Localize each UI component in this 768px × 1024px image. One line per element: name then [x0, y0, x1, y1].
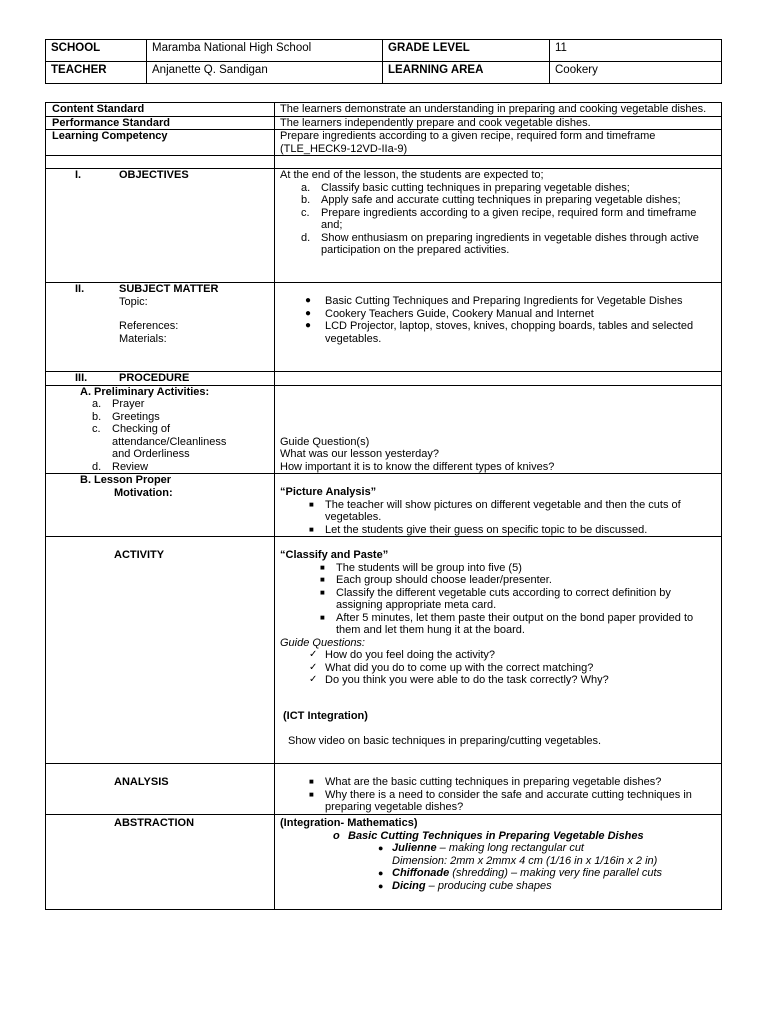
abstraction-title-line	[280, 830, 717, 843]
subject-matter-label: SUBJECT MATTER	[119, 283, 219, 295]
activity-row	[46, 537, 722, 764]
guide-questions-label: Guide Questions:	[280, 636, 365, 649]
ict-integration-text: Show video on basic techniques in preparing/cutting vegetables.	[288, 735, 602, 747]
abstraction-title: Basic Cutting Techniques in Preparing Vegetable Dishes	[348, 829, 644, 842]
performance-standard-label: Performance Standard	[46, 116, 275, 130]
competency-code: (TLE_HECK9-12VD-IIa-9)	[280, 142, 408, 155]
analysis-content	[275, 764, 722, 815]
content-standard-row	[46, 103, 722, 117]
guide-question-1: What was our lesson yesterday?	[280, 448, 439, 460]
guide-question-title: Guide Question(s)	[280, 435, 370, 448]
preliminary-item: c. Checking of attendance/Cleanliness and Orderliness	[92, 423, 227, 460]
preliminary-item: b. Greetings	[92, 410, 160, 423]
objectives-label: OBJECTIVES	[119, 169, 189, 181]
analysis-list	[301, 776, 717, 814]
guide-question-cell	[275, 385, 722, 474]
lesson-proper-cell	[46, 474, 275, 537]
teacher-value: Anjanette Q. Sandigan	[147, 62, 383, 84]
preliminary-item: a. Prayer	[92, 398, 145, 410]
analysis-cell	[46, 764, 275, 815]
learning-area-value: Cookery	[550, 62, 722, 84]
objective-item: c. Prepare ingredients according to a given recipe, required form and timeframe and;	[301, 206, 697, 231]
julienne-dimension: Dimension: 2mm x 2mmx 4 cm (1/16 in x 1/16in x 2 in)	[392, 854, 658, 867]
activity-item: ■ Each group should choose leader/presenter.	[320, 574, 552, 586]
subject-matter-numeral: II.	[75, 283, 85, 295]
analysis-item: ■ What are the basic cutting techniques in preparing vegetable dishes?	[309, 776, 662, 788]
objectives-row	[46, 169, 722, 283]
learning-area-label: LEARNING AREA	[383, 62, 550, 84]
preliminary-list	[92, 398, 270, 473]
preliminary-label: A. Preliminary Activities:	[80, 385, 210, 398]
guide-question-item: ✓ What did you do to come up with the correct matching?	[309, 661, 594, 674]
grade-level-label: GRADE LEVEL	[383, 40, 550, 62]
learning-competency-value	[275, 130, 722, 156]
procedure-row	[46, 372, 722, 386]
motivation-label: Motivation:	[114, 486, 173, 499]
guide-question-2: How important it is to know the different types of knives?	[280, 460, 555, 473]
checkmark-icon: ✓	[309, 649, 318, 660]
learning-competency-row	[46, 130, 722, 156]
circle-bullet-icon: o	[333, 829, 340, 842]
chiffonade-item: ● Chiffonade (shredding) – making very fine parallel cuts	[378, 867, 663, 879]
subject-materials-item: ● LCD Projector, laptop, stoves, knives, chopping boards, tables and selected vegetables.	[305, 320, 694, 345]
motivation-item: ■ The teacher will show pictures on different vegetable and then the cuts of vegetables.	[309, 498, 681, 523]
spacer-row	[46, 156, 722, 169]
guide-question-item: ✓ How do you feel doing the activity?	[309, 649, 495, 661]
abstraction-content	[275, 815, 722, 910]
header-row-school	[46, 40, 722, 62]
objectives-intro: At the end of the lesson, the students are expected to;	[280, 169, 544, 181]
activity-cell	[46, 537, 275, 764]
bullet-icon: ●	[378, 868, 384, 878]
objective-item: a. Classify basic cutting techniques in preparing vegetable dishes;	[301, 181, 630, 194]
lesson-proper-row	[46, 474, 722, 537]
objectives-list	[301, 182, 717, 257]
analysis-label: ANALYSIS	[114, 776, 169, 788]
header-row-teacher	[46, 62, 722, 84]
abstraction-label: ABSTRACTION	[114, 817, 195, 829]
analysis-row	[46, 764, 722, 815]
subject-matter-heading	[46, 283, 275, 372]
motivation-content	[275, 474, 722, 537]
checkmark-icon: ✓	[309, 661, 318, 673]
subject-references-item: ● Cookery Teachers Guide, Cookery Manual and Internet	[305, 307, 594, 320]
objectives-heading	[46, 169, 275, 283]
activity-label: ACTIVITY	[114, 549, 165, 561]
school-label: SCHOOL	[46, 40, 147, 62]
learning-competency-label: Learning Competency	[46, 130, 275, 156]
guide-questions-list	[301, 649, 717, 687]
content-standard-label: Content Standard	[46, 103, 275, 117]
ict-integration-label: (ICT Integration)	[283, 709, 368, 722]
teacher-label: TEACHER	[46, 62, 147, 84]
motivation-list	[301, 499, 717, 537]
lesson-plan-table	[45, 102, 722, 910]
procedure-numeral: III.	[75, 372, 88, 384]
preliminary-row	[46, 385, 722, 474]
topic-label: Topic:	[119, 295, 148, 308]
lesson-proper-label: B. Lesson Proper	[80, 474, 172, 486]
grade-level-value: 11	[550, 40, 722, 62]
competency-text: Prepare ingredients according to a given recipe, required form and timeframe	[280, 130, 656, 142]
content-standard-value: The learners demonstrate an understanding in preparing and cooking vegetable dishes.	[275, 103, 722, 117]
motivation-title: “Picture Analysis”	[280, 486, 377, 498]
objectives-content	[275, 169, 722, 283]
preliminary-activities	[46, 385, 275, 474]
bullet-icon: ●	[378, 843, 384, 853]
activity-item: ■ After 5 minutes, let them paste their output on the bond paper provided to them and let them hung it at the board.	[320, 611, 694, 636]
subject-matter-row	[46, 283, 722, 372]
abstraction-row	[46, 815, 722, 910]
activity-title: “Classify and Paste”	[280, 549, 389, 561]
header-table	[45, 39, 722, 84]
preliminary-item: d. Review	[92, 460, 149, 473]
materials-label: Materials:	[119, 332, 167, 345]
procedure-label: PROCEDURE	[119, 372, 190, 384]
subject-matter-content	[275, 283, 722, 372]
performance-standard-row	[46, 116, 722, 130]
procedure-heading	[46, 372, 275, 386]
guide-question-item: ✓ Do you think you were able to do the task correctly? Why?	[309, 674, 609, 686]
objective-item: b. Apply safe and accurate cutting techniques in preparing vegetable dishes;	[301, 194, 681, 206]
subject-topic-item: ● Basic Cutting Techniques and Preparing Ingredients for Vegetable Dishes	[305, 295, 683, 307]
references-label: References:	[119, 320, 179, 332]
performance-standard-value: The learners independently prepare and cook vegetable dishes.	[275, 116, 722, 130]
school-value: Maramba National High School	[147, 40, 383, 62]
julienne-item: ● Julienne – making long rectangular cut	[378, 842, 584, 854]
activity-item: ■ Classify the different vegetable cuts according to correct definition by assigning appropriate meta card.	[320, 586, 671, 611]
subject-matter-list	[301, 295, 717, 345]
abstraction-cell	[46, 815, 275, 910]
objective-item: d. Show enthusiasm on preparing ingredients in vegetable dishes through active participation on the prepared activities.	[301, 231, 699, 256]
objectives-numeral: I.	[75, 169, 82, 181]
analysis-item: ■ Why there is a need to consider the safe and accurate cutting techniques in preparing vegetable dishes?	[309, 788, 692, 813]
activity-item: ■ The students will be group into five (5)	[320, 561, 522, 574]
activity-content	[275, 537, 722, 764]
abstraction-integration: (Integration- Mathematics)	[280, 817, 418, 829]
bullet-icon: ●	[378, 880, 384, 891]
checkmark-icon: ✓	[309, 674, 318, 685]
activity-list	[312, 562, 717, 637]
motivation-item: ■ Let the students give their guess on specific topic to be discussed.	[309, 523, 648, 536]
dicing-item: ● Dicing – producing cube shapes	[378, 879, 552, 892]
